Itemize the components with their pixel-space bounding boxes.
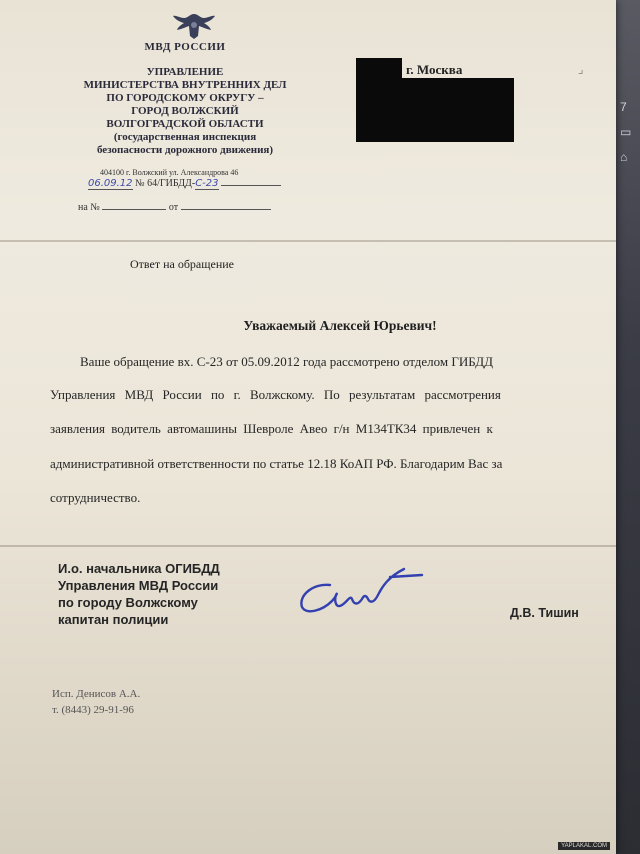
- letter-subject: Ответ на обращение: [130, 257, 234, 271]
- org-line: ПО ГОРОДСКОМУ ОКРУГУ –: [106, 92, 264, 104]
- na-label: на №: [78, 202, 100, 213]
- handwritten-signature: [292, 555, 432, 619]
- na-blank: [102, 209, 166, 210]
- paper-fold: [0, 240, 616, 242]
- incoming-reference: [78, 202, 271, 213]
- org-line: безопасности дорожного движения): [96, 144, 274, 156]
- redaction-box: [356, 78, 514, 142]
- body-line: Управления МВД России по г. Волжскому. По результатам рассмотрения: [50, 387, 501, 402]
- paper-fold: [0, 545, 616, 547]
- background-device-edge: [614, 0, 640, 854]
- redaction-box: [356, 58, 402, 80]
- recipient-city: г. Москва: [406, 62, 463, 77]
- outgoing-reference: [88, 178, 281, 190]
- eagle-emblem-icon: [172, 10, 216, 40]
- body-line: Ваше обращение вх. С-23 от 05.09.2012 года рассмотрено отделом ГИБДД: [80, 354, 493, 369]
- edge-glyph: ⌂: [620, 150, 628, 164]
- outgoing-date: 06.09.12: [88, 178, 133, 189]
- org-line: (государственная инспекция: [113, 131, 257, 143]
- position-line: И.о. начальника ОГИБДД: [58, 561, 220, 576]
- org-line: УПРАВЛЕНИЕ: [146, 66, 224, 78]
- executor-phone: т. (8443) 29-91-96: [52, 704, 134, 716]
- edge-glyph: ▭: [620, 125, 632, 139]
- ref-underline: [221, 185, 281, 186]
- org-line: МИНИСТЕРСТВА ВНУТРЕННИХ ДЕЛ: [83, 79, 287, 91]
- position-line: Управления МВД России: [58, 578, 219, 593]
- edge-glyph: 7: [620, 100, 627, 114]
- signature-position: [58, 560, 220, 628]
- org-line: ГОРОД ВОЛЖСКИЙ: [131, 105, 239, 117]
- org-line: ВОЛГОГРАДСКОЙ ОБЛАСТИ: [106, 118, 264, 130]
- ot-blank: [181, 209, 271, 210]
- body-line: административной ответственности по статье 12.18 КоАП РФ. Благодарим Вас за: [50, 456, 503, 471]
- organization-address: 404100 г. Волжский ул. Александрова 46: [100, 168, 239, 177]
- position-line: по городу Волжскому: [58, 595, 198, 610]
- organization-name: [60, 66, 310, 157]
- body-line: сотрудничество.: [50, 490, 141, 505]
- ministry-short-name: МВД РОССИИ: [144, 41, 226, 53]
- body-line: заявления водитель автомашины Шевроле Авео г/н М134ТК34 привлечен к: [50, 421, 493, 436]
- executor-info: [52, 686, 140, 718]
- letter-greeting: Уважаемый Алексей Юрьевич!: [243, 318, 437, 333]
- ot-label: от: [168, 202, 179, 213]
- site-watermark: YAPLAKAL.COM: [558, 842, 610, 850]
- signer-name: Д.В. Тишин: [510, 606, 579, 620]
- executor-name: Исп. Денисов А.А.: [52, 688, 141, 700]
- ref-number-prefix: № 64/ГИБДД-: [135, 178, 196, 189]
- position-line: капитан полиции: [58, 612, 169, 627]
- corner-mark: ⌟: [578, 62, 584, 76]
- ref-number-handwritten: С-23: [195, 178, 219, 189]
